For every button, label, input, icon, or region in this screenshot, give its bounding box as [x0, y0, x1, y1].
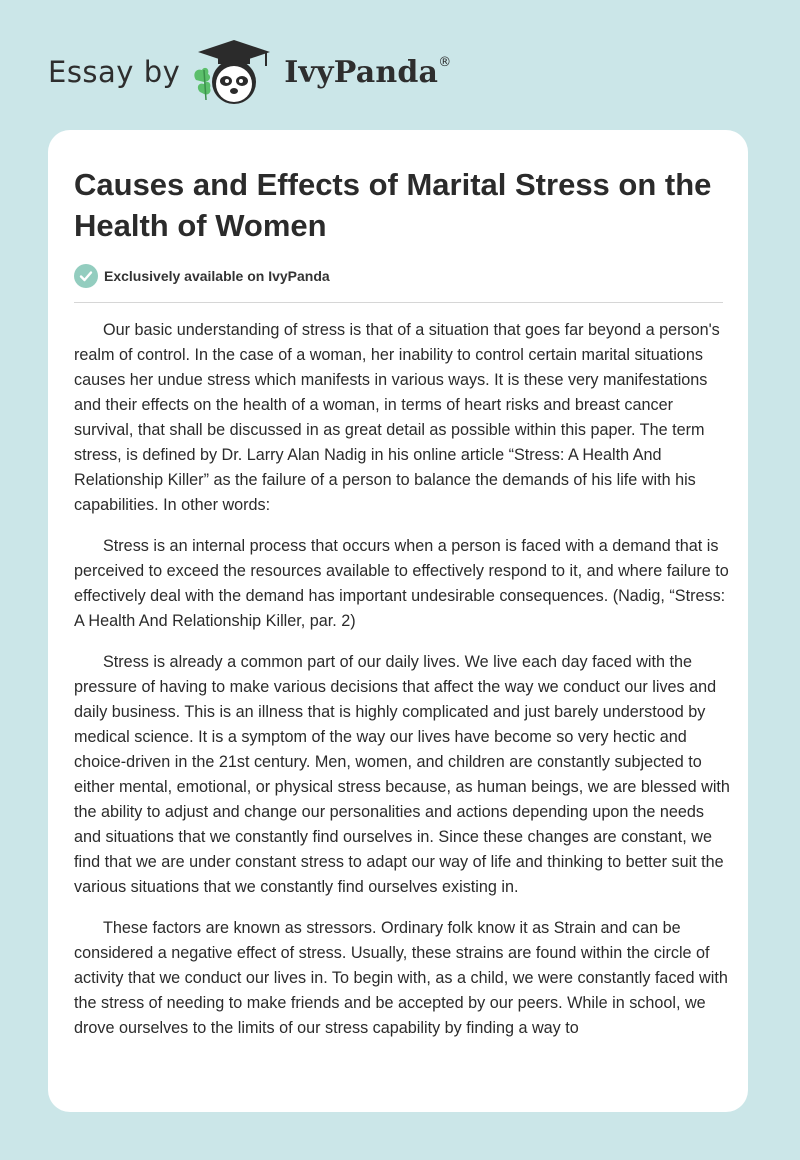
- divider: [74, 302, 723, 303]
- essay-title: Causes and Effects of Marital Stress on the Health of Women: [74, 167, 712, 243]
- essay-by-label: Essay by: [48, 55, 181, 89]
- brand-name: [284, 55, 451, 90]
- registered-mark: ®: [438, 54, 452, 70]
- brand-text: IvyPanda: [284, 54, 439, 90]
- panda-graduate-icon: [190, 36, 278, 108]
- site-header: [48, 36, 548, 108]
- paragraph: Our basic understanding of stress is that of a situation that goes far beyond a person's realm of control. In the case of a woman, her inability to control certain marital situations causes her undue stress which manifests in various ways. It is these very manifestations and their effects on the health of a woman, in terms of heart risks and breast cancer survival, that shall be discussed in as great detail as possible within this paper. The term stress, is defined by Dr. Larry Alan Nadig in his online article “Stress: A Health And Relationship Killer” as the failure of a person to balance the demands of his life with his capabilities. In other words:: [74, 321, 720, 514]
- essay-card: [48, 130, 748, 1112]
- paragraph: These factors are known as stressors. Ordinary folk know it as Strain and can be considered a negative effect of stress. Usually, these strains are found within the circle of activity that we conduct our lives in. To begin with, as a child, we were constantly faced with the stress of needing to make friends and be accepted by our peers. While in school, we drove ourselves to the limits of our stress capability by finding a way to: [74, 919, 728, 1037]
- check-circle-icon: [74, 264, 98, 288]
- paragraph: Stress is an internal process that occurs when a person is faced with a demand that is perceived to exceed the resources available to effectively respond to it, and where failure to effectively deal with the demand has important undesirable consequences. (Nadig, “Stress: A Health And Relationship Killer, par. 2): [74, 537, 729, 630]
- essay-body: [74, 318, 734, 1057]
- paragraph: Stress is already a common part of our daily lives. We live each day faced with the pressure of having to make various decisions that affect the way we conduct our lives and daily business. This is an illness that is highly complicated and just barely understood by medical science. It is a symptom of the way our lives have become so very hectic and choice-driven in the 21st century. Men, women, and children are constantly subjected to either mental, emotional, or physical stress because, as human beings, we are blessed with the ability to adjust and change our personalities and actions depending upon the needs and situations that we constantly find ourselves in. Since these changes are constant, we find that we are under constant stress to adapt our way of life and thinking to better suit the various situations that we constantly find ourselves existing in.: [74, 653, 730, 896]
- exclusive-badge-label: Exclusively available on IvyPanda: [104, 268, 330, 284]
- ivypanda-logo[interactable]: [190, 36, 451, 108]
- exclusive-badge: [74, 264, 330, 288]
